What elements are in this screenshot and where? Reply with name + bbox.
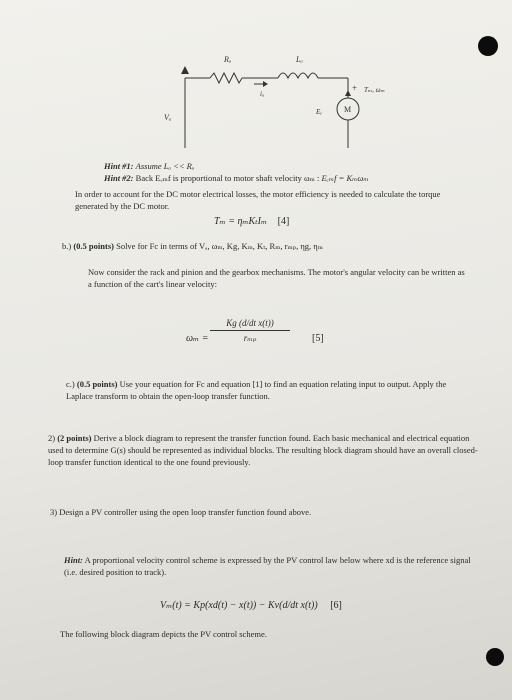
equation-4-number: [4] xyxy=(277,216,290,227)
equation-4-formula: Tₘ = ηₘKₜIₘ xyxy=(214,216,268,227)
label-plus: + xyxy=(352,83,358,93)
label-emf: Eₑ xyxy=(316,108,323,116)
question-2 xyxy=(48,432,478,468)
hint-1-text: Assume Lₐ << Rₐ xyxy=(135,161,195,171)
hint-1 xyxy=(104,160,194,172)
part-b xyxy=(62,240,323,252)
equation-5-lhs: ωₘ = xyxy=(186,333,209,344)
part-c-text: Use your equation for Fc and equation [1] to find an equation relating input to output. Apply the Laplace transform to obtain the open-loop transfer function. xyxy=(66,379,447,401)
part-c-label: c.) xyxy=(66,379,75,389)
pv-hint xyxy=(64,554,474,578)
equation-5-numerator: Kg (d/dt x(t)) xyxy=(210,318,290,331)
pv-hint-label: Hint: xyxy=(64,555,83,565)
question-2-label: 2) xyxy=(48,433,56,443)
part-b-label: b.) xyxy=(62,241,72,251)
hint-1-label: Hint #1: xyxy=(104,161,134,171)
hint-2-formula: Eₑₘf = Kₘωₘ xyxy=(321,173,369,183)
inductor-symbol xyxy=(278,73,318,78)
part-b-text: Solve for Fc in terms of Vₐ, ωₘ, Kg, Kₘ, Kₜ, Rₘ, rₘₚ, ηg, ηₘ xyxy=(116,241,323,251)
punch-hole-top xyxy=(478,36,498,56)
pv-hint-text: A proportional velocity control scheme is expressed by the PV control law below where xd is the reference signal (i.e. desired position to track). xyxy=(64,555,471,577)
question-3-label: 3) xyxy=(50,507,58,517)
equation-6 xyxy=(160,600,342,612)
label-la: Lₐ xyxy=(296,55,303,64)
footer-text: The following block diagram depicts the PV control scheme. xyxy=(60,629,267,639)
part-b-paragraph: Now consider the rack and pinion and the gearbox mechanisms. The motor's angular velocity can be written as a function of the cart's linear velocity: xyxy=(88,267,465,289)
part-b-points: (0.5 points) xyxy=(73,241,114,251)
dc-motor-circuit-diagram xyxy=(150,40,390,150)
efficiency-paragraph: In order to account for the DC motor electrical losses, the motor efficiency is needed to calculate the torque generated by the DC motor. xyxy=(75,189,441,211)
equation-6-formula: Vₘ(t) = Kp(xd(t) − x(t)) − Kv(d/dt x(t)) xyxy=(160,600,318,611)
label-ia: iₐ xyxy=(260,90,264,98)
question-3-text: Design a PV controller using the open loop transfer function found above. xyxy=(59,507,312,517)
punch-hole-bottom xyxy=(486,648,504,666)
part-c xyxy=(66,378,466,402)
hint-2 xyxy=(104,172,369,184)
label-torque: Tₘ, ωₘ xyxy=(364,86,385,94)
hint-2-text: Back Eₑₘf is proportional to motor shaft velocity ωₘ : xyxy=(135,173,320,183)
label-va: Vₐ xyxy=(164,113,172,122)
part-c-points: (0.5 points) xyxy=(76,379,118,389)
label-ra: Rₐ xyxy=(224,55,232,64)
equation-6-number: [6] xyxy=(330,600,342,611)
resistor-symbol xyxy=(210,73,242,83)
equation-5-number: [5] xyxy=(312,333,324,344)
question-3 xyxy=(50,506,311,518)
equation-5-denominator: rₘₚ xyxy=(243,333,257,343)
question-2-points: (2 points) xyxy=(57,433,92,443)
equation-5-fraction xyxy=(210,318,290,344)
equation-4 xyxy=(214,216,289,228)
label-motor: M xyxy=(344,105,352,114)
question-2-text: Derive a block diagram to represent the transfer function found. Each basic mechanical and electrical equation used to determine G(s) should be represented as individual blocks. The resulting block diagram should have an overall closed-loop transfer function identical to the one found previously. xyxy=(48,433,478,467)
hint-2-label: Hint #2: xyxy=(104,173,134,183)
